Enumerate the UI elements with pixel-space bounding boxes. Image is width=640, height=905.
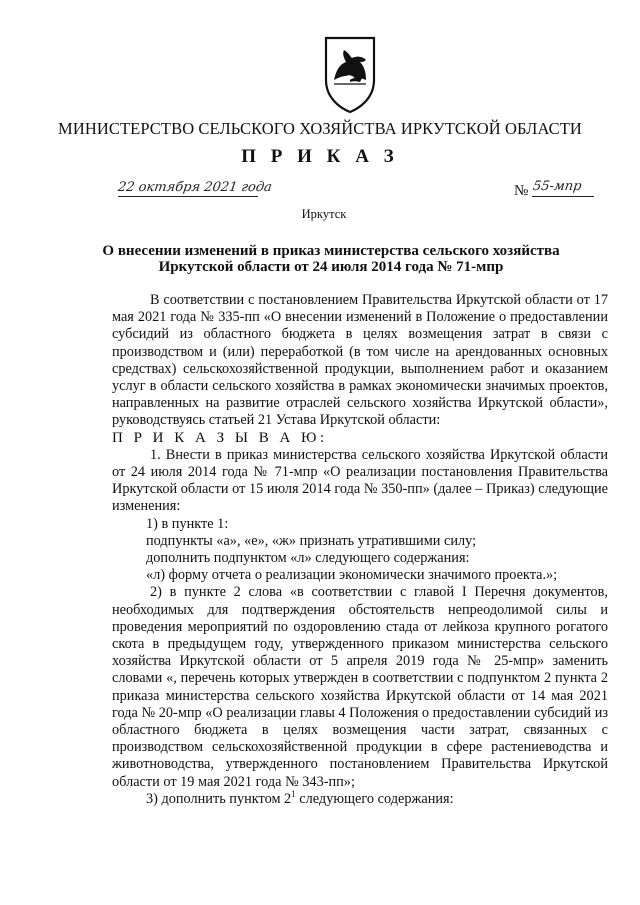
document-type-title: П Р И К А З [241, 146, 399, 167]
handwritten-date: 22 октября 2021 года [116, 180, 273, 195]
city-label: Иркутск [301, 207, 347, 221]
date-underline [118, 196, 258, 197]
coat-of-arms-emblem [320, 34, 380, 114]
paragraph-subitem-1-b: дополнить подпунктом «л» следующего содержания: [146, 550, 470, 567]
paragraph-subitem-3 [112, 791, 608, 808]
document-body [112, 292, 608, 808]
subitem-3-superscript: 1 [291, 789, 296, 800]
document-heading [100, 243, 562, 275]
paragraph-item-1: 1. Внести в приказ министерства сельского хозяйства Иркутской области от 24 июля 2014 года № 71-мпр «О реализации постановления Правительства Иркутской области от 15 июля 2014 года № 350-пп» (далее – Приказ) следующие изменения: [112, 446, 608, 515]
orders-heading: П Р И К А З Ы В А Ю: [112, 429, 328, 446]
subitem-3-tail: следующего содержания: [295, 790, 454, 807]
handwritten-number: 55-мпр [531, 179, 583, 194]
subitem-3-text: 3) дополнить пунктом 2 [146, 790, 292, 807]
number-label: № [514, 183, 529, 199]
number-underline [532, 196, 594, 197]
paragraph-subitem-1: 1) в пункте 1: [146, 515, 229, 532]
paragraph-subitem-1-a: подпункты «а», «е», «ж» признать утратившими силу; [146, 532, 477, 549]
heading-line-1: О внесении изменений в приказ министерства сельского хозяйства [102, 243, 560, 259]
heading-line-2: Иркутской области от 24 июля 2014 года № 71-мпр [158, 259, 504, 275]
ministry-name: МИНИСТЕРСТВО СЕЛЬСКОГО ХОЗЯЙСТВА ИРКУТСКОЙ ОБЛАСТИ [58, 119, 582, 138]
preamble-paragraph: В соответствии с постановлением Правительства Иркутской области от 17 мая 2021 года № 335-пп «О внесении изменений в Положение о предоставлении субсидий из областного бюджета в целях возмещения затрат в связи с производством и (или) переработкой (в том числе на арендованных основных средствах) сельскохозяйственной продукции, выполнением работ и оказанием услуг в области сельского хозяйства в рамках экономически значимых проектов, направленных на развитие отраслей сельского хозяйства Иркутской области», руководствуясь статьей 21 Устава Иркутской области: [112, 292, 608, 429]
paragraph-subitem-2: 2) в пункте 2 слова «в соответствии с главой I Перечня документов, необходимых для подтверждения обстоятельств непреодолимой силы и проведения мероприятий по оздоровлению стада от лейкоза крупного рогатого скота в предыдущем году, утвержденного приказом министерства сельского хозяйства Иркутской области от 5 апреля 2019 года № 25-мпр» заменить словами «, перечень которых утвержден в соответствии с подпунктом 2 пункта 2 приказа министерства сельского хозяйства Иркутской области от 14 мая 2021 года № 20-мпр «О реализации главы 4 Положения о предоставлении субсидий из областного бюджета в целях возмещения части затрат, связанных с производством сельскохозяйственной продукции в сфере растениеводства и животноводства, утвержденного постановлением Правительства Иркутской области от 19 мая 2021 года № 343-пп»; [112, 584, 608, 790]
paragraph-subitem-1-c: «л) форму отчета о реализации экономически значимого проекта.»; [146, 567, 558, 584]
